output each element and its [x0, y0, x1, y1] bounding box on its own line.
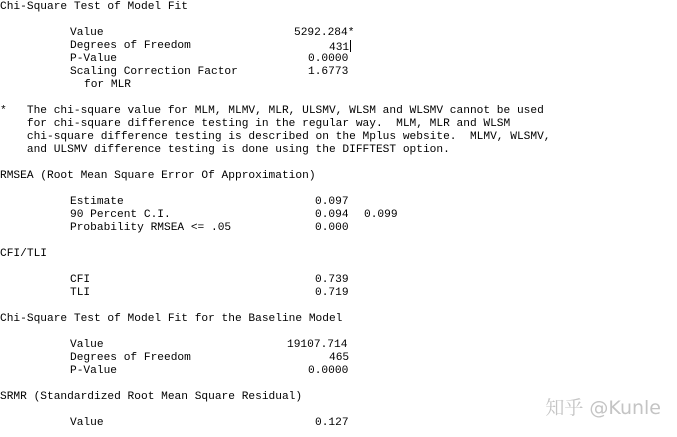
chi-square-df-value: 431: [329, 42, 350, 54]
chi-square-pvalue-label: P-Value: [70, 53, 117, 65]
rmsea-estimate-label: Estimate: [70, 196, 124, 208]
chi-square-value-label: Value: [70, 27, 104, 39]
footnote-line: chi-square difference testing is described on the Mplus website. MLMV, WLSMV,: [0, 131, 551, 143]
scaling-factor-label-cont: for MLR: [84, 79, 131, 91]
chi-square-df-row: [329, 40, 351, 53]
rmsea-estimate-value: 0.097: [315, 196, 349, 208]
rmsea-ci-upper: 0.099: [364, 209, 398, 221]
rmsea-probability-label: Probability RMSEA <= .05: [70, 222, 232, 234]
footnote-line: and ULSMV difference testing is done using the DIFFTEST option.: [0, 144, 450, 156]
srmr-value: 0.127: [315, 417, 349, 429]
text-cursor: [350, 40, 351, 52]
baseline-title: Chi-Square Test of Model Fit for the Baseline Model: [0, 313, 343, 325]
rmsea-ci-lower: 0.094: [315, 209, 349, 221]
cfi-label: CFI: [70, 274, 91, 286]
watermark-text: 知乎 @Kunle: [545, 397, 661, 419]
chi-square-pvalue: 0.0000: [308, 53, 349, 65]
chi-square-title: Chi-Square Test of Model Fit: [0, 1, 188, 13]
chi-square-value: 5292.284*: [294, 27, 355, 39]
srmr-title: SRMR (Standardized Root Mean Square Residual): [0, 391, 303, 403]
baseline-value-label: Value: [70, 339, 104, 351]
chi-square-df-label: Degrees of Freedom: [70, 40, 191, 52]
baseline-df-value: 465: [329, 352, 350, 364]
cfi-value: 0.739: [315, 274, 349, 286]
tli-label: TLI: [70, 287, 91, 299]
footnote-line: for chi-square difference testing in the regular way. MLM, MLR and WLSM: [0, 118, 511, 130]
scaling-factor-value: 1.6773: [308, 66, 349, 78]
scaling-factor-label: Scaling Correction Factor: [70, 66, 238, 78]
rmsea-ci-label: 90 Percent C.I.: [70, 209, 171, 221]
footnote-line: * The chi-square value for MLM, MLMV, MLR, ULSMV, WLSM and WLSMV cannot be used: [0, 105, 544, 117]
baseline-pvalue: 0.0000: [308, 365, 349, 377]
rmsea-probability-value: 0.000: [315, 222, 349, 234]
srmr-value-label: Value: [70, 417, 104, 429]
baseline-value: 19107.714: [287, 339, 348, 351]
baseline-pvalue-label: P-Value: [70, 365, 117, 377]
rmsea-title: RMSEA (Root Mean Square Error Of Approximation): [0, 170, 316, 182]
cfi-tli-title: CFI/TLI: [0, 248, 47, 260]
baseline-df-label: Degrees of Freedom: [70, 352, 191, 364]
tli-value: 0.719: [315, 287, 349, 299]
